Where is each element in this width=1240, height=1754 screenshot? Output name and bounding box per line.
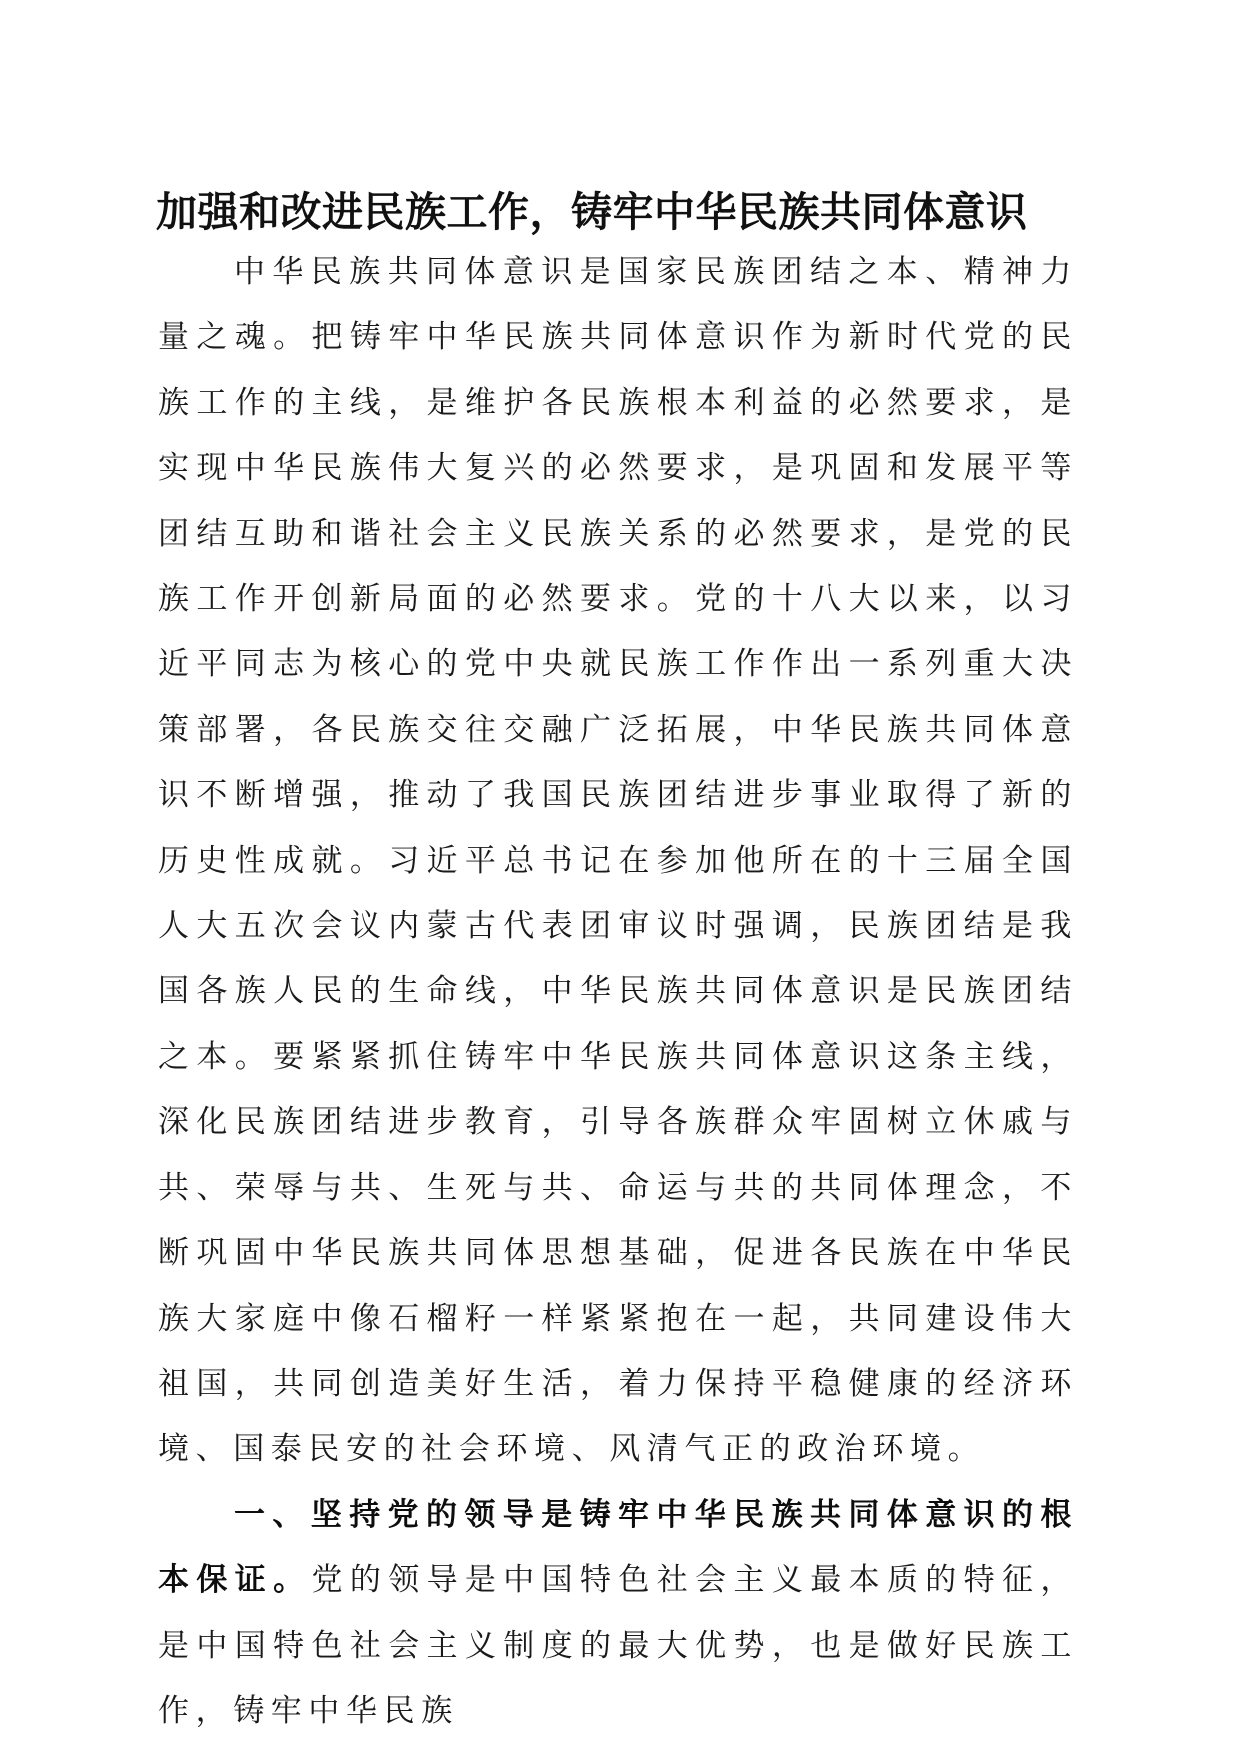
body-paragraph-section-1 — [158, 1483, 1078, 1745]
section-text: 党的领导是中国特色社会主义最本质的特征，是中国特色社会主义制度的最大优势，也是做好民族工作，铸牢中华民族 — [158, 1562, 1079, 1729]
section-heading: 一、坚持党的领导是铸牢中华民族共同体意识的根本保证。 — [158, 1496, 1078, 1599]
document-body — [158, 240, 1078, 1744]
body-paragraph-intro: 中华民族共同体意识是国家民族团结之本、精神力量之魂。把铸牢中华民族共同体意识作为新时代党的民族工作的主线，是维护各民族根本利益的必然要求，是实现中华民族伟大复兴的必然要求，是巩固和发展平等团结互助和谐社会主义民族关系的必然要求，是党的民族工作开创新局面的必然要求。党的十八大以来，以习近平同志为核心的党中央就民族工作作出一系列重大决策部署，各民族交往交融广泛拓展，中华民族共同体意识不断增强，推动了我国民族团结进步事业取得了新的历史性成就。习近平总书记在参加他所在的十三届全国人大五次会议内蒙古代表团审议时强调，民族团结是我国各族人民的生命线，中华民族共同体意识是民族团结之本。要紧紧抓住铸牢中华民族共同体意识这条主线，深化民族团结进步教育，引导各族群众牢固树立休戚与共、荣辱与共、生死与共、命运与共的共同体理念，不断巩固中华民族共同体思想基础，促进各民族在中华民族大家庭中像石榴籽一样紧紧抱在一起，共同建设伟大祖国，共同创造美好生活，着力保持平稳健康的经济环境、国泰民安的社会环境、风清气正的政治环境。 — [158, 254, 1078, 1468]
document-title: 加强和改进民族工作，铸牢中华民族共同体意识 — [156, 188, 1028, 236]
